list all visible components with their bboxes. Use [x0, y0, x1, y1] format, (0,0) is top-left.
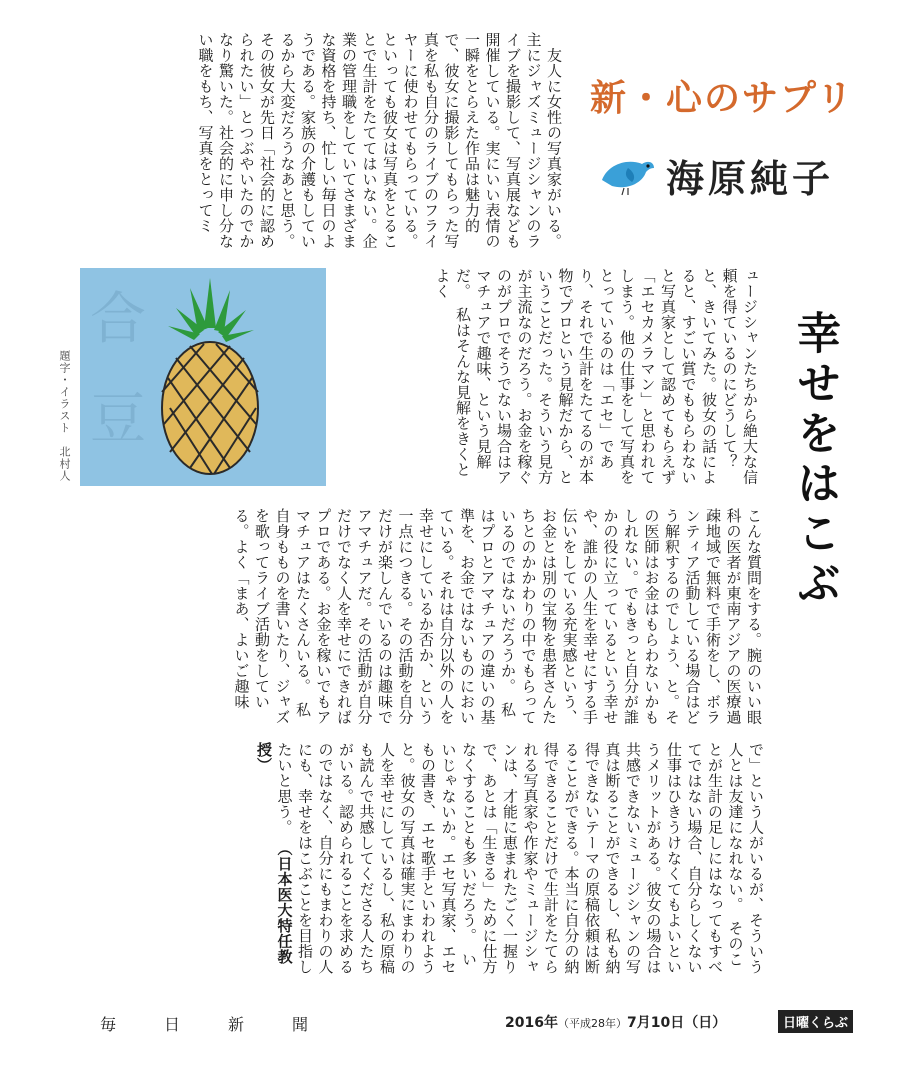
body-text: 友人に女性の写真家がいる。主にジャズミュージシャンのライブを撮影して、写真展なども開催している。実にいい表情の一瞬をとらえた作品は魅力的で、彼女に撮影してもらった写真を私も自分のライブのフライヤーに使わせてもらっている。 といっても彼女は写真をとることで生計をたててはいない。企業の管理職をしていてさまざまな資格を持ち、忙しい毎日のようである。家族の介護もしているから大変だろうなあと思う。 その彼女が先日「社会的に認められたい」とつぶやいたのでかなり驚いた。社会的に申し分ない職をもち、写真をとってミ: [196, 32, 563, 257]
illustration-credit: 題字・イラスト 北村人: [58, 350, 71, 482]
date-day: 7月10日（日）: [626, 1015, 727, 1031]
article-body-part-2: [433, 268, 760, 490]
body-text: ュージシャンたちから絶大な信頼を得ているのにどうして？と、きいてみた。彼女の話によると、すごい賞でももらわないと写真家として認めてもらえず「エセカメラマン」と思われてしまう。他の仕事をして写真をとっているのは「エセ」であり、それで生計をたてるのが本物でプロという見解だから、ということだった。そういう見方が主流なのだろう。お金を稼ぐのがプロでそうでない場合はアマチュアで趣味、という見解だ。 私はそんな見解をきくとよく: [433, 268, 759, 485]
bird-icon: [598, 150, 656, 196]
section-badge: 日曜くらぶ: [778, 1010, 853, 1033]
svg-text:合: 合: [90, 287, 146, 352]
body-text: [254, 742, 767, 978]
body-text-final: で」という人がいるが、そういう人とは友達になれない。 そのことが生計の足しにはなってもすべてではない場合、自分らしくない仕事はひきうけなくてもよいというメリットがある。彼女の場合は共感できないミュージシャンの写真は断ることができるし、私も納得できないテーマの原稿依頼は断ることができる。本当に自分の納得できることだけで生計をたてられる写真家や作家やミュージシャンは、才能に恵まれたごく一握りで、あとは「生きる」ために仕方なくすることも多いだろう。 いいじゃないか。エセ写真家、エセもの書き、エセ歌手といわれようと。彼女の写真は確実にまわりの人を幸せにしているし、私の原稿も読んで共感してくださる人たちがいる。認められることを求めるのではなく、自分にもまわりの人にも、幸せをはこぶことを目指したいと思う。: [275, 742, 765, 975]
date-era: （平成28年）: [557, 1017, 627, 1030]
publication-date: [505, 1012, 726, 1032]
article-body-part-3: [232, 508, 764, 730]
svg-text:豆: 豆: [90, 387, 146, 452]
series-title: 新・心のサプリ: [590, 78, 855, 119]
author-name: 海原純子: [666, 157, 835, 201]
article-headline: 幸せをはこぶ: [789, 310, 840, 610]
article-body-part-4: [36, 742, 766, 978]
newspaper-name: 毎日新聞: [100, 1015, 357, 1034]
pineapple-illustration: [80, 268, 326, 486]
pineapple-icon: [80, 268, 326, 486]
body-text: こんな質問をする。腕のいい眼科の医者が東南アジアの医療過疎地域で無料で手術をし、ボランティア活動している場合はどう解釈するのでしょう、と。その医師はお金はもらわないかもしれない。でもきっと自分が誰かの役に立っているという幸せや、誰かの人生を幸せにする手伝いをしている充実感という、お金とは別の宝物を患者さんたちとのかかわりの中でもらっているのではないだろうか。 私はプロとアマチュアの違いの基準を、お金ではないものにおいている。それは自分以外の人を幸せにしているか否か、という一点につきる。その活動を自分だけが楽しんでいるのは趣味でアマチュアだ。その活動が自分だけでなく人を幸せにできればプロである。お金を稼いでもアマチュアはたくさんいる。 私自身もものを書いたり、ジャズを歌ってライブ活動をしている。よく「まあ、よいご趣味: [232, 508, 763, 725]
date-year: 2016年: [505, 1015, 558, 1031]
article-body-part-1: [146, 32, 564, 257]
author-affiliation: （日本医大特任教授）: [255, 742, 294, 965]
